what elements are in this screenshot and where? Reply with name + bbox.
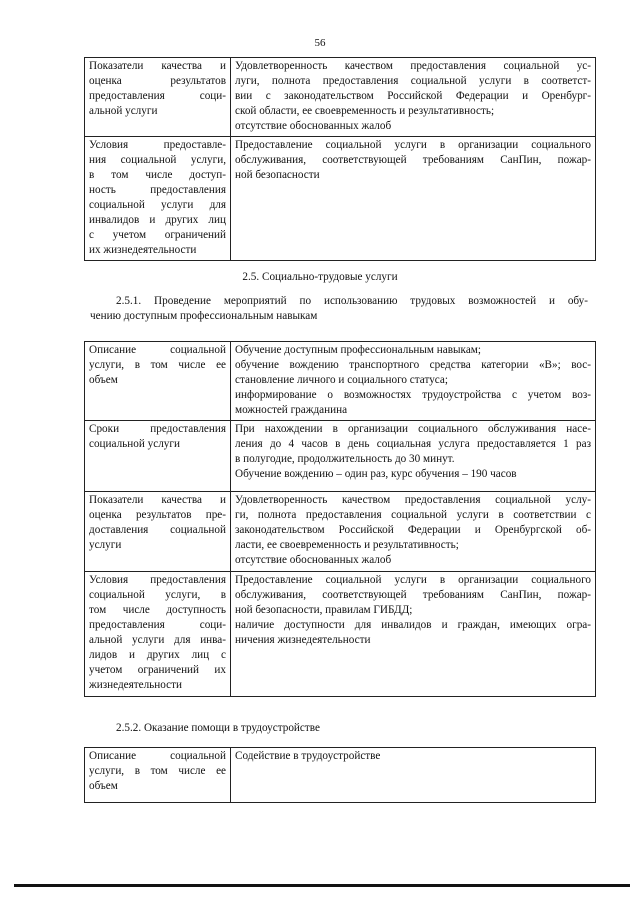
cell-line: обслуживания, соответствующей требованиям СанПин, пожар-: [235, 154, 591, 166]
services-table-2-5-2: [84, 747, 596, 803]
table-cell-label: [85, 137, 231, 261]
cell-line: Обучение вождению – один раз, курс обучения – 190 часов: [235, 468, 517, 480]
cell-line: Сроки предоставления: [89, 423, 226, 435]
cell-line: ласти, ее своевременность и результативность;: [235, 539, 459, 551]
cell-line: отсутствие обоснованных жалоб: [235, 120, 392, 132]
cell-line: услуги, в том числе ее: [89, 765, 226, 777]
cell-line: Удовлетворенность качеством предоставления социальной ус-: [235, 60, 591, 72]
cell-line: с учетом ограничений: [89, 229, 226, 241]
table-row: [85, 342, 596, 421]
cell-line: становление личного и социального статуса;: [235, 374, 448, 386]
cell-line: информирование о возможностях трудоустройства с учетом воз-: [235, 389, 591, 401]
cell-line: ния социальной услуги,: [89, 154, 226, 166]
cell-line: Условия предоставле-: [89, 139, 226, 151]
cell-line: При нахождении в организации социального обслуживания насе-: [235, 423, 591, 435]
section-heading: 2.5. Социально-трудовые услуги: [242, 271, 398, 283]
bottom-rule: [14, 884, 630, 887]
cell-line: альной услуги: [89, 105, 158, 117]
cell-line: ной безопасности: [235, 169, 320, 181]
cell-line: лидов и других лиц с: [89, 649, 226, 661]
cell-line: Описание социальной: [89, 750, 226, 762]
cell-line: Показатели качества и: [89, 494, 226, 506]
table-cell-label: [85, 492, 231, 572]
table-cell-label: [85, 58, 231, 137]
cell-line: ной безопасности, правилам ГИБДД;: [235, 604, 413, 616]
cell-line: социальной услуги: [89, 438, 180, 450]
cell-line: услуги, в том числе ее: [89, 359, 226, 371]
cell-line: обучение вождению транспортного средства категории «В»; вос-: [235, 359, 591, 371]
table-cell-value: [231, 137, 596, 261]
table-cell-value: [231, 748, 596, 803]
cell-line: жизнедеятельности: [89, 679, 182, 691]
cell-line: объем: [89, 374, 118, 386]
cell-line: в полугодие, продолжительность до 30 минут.: [235, 453, 455, 465]
cell-line: Предоставление социальной услуги в организации социального: [235, 139, 591, 151]
cell-line: отсутствие обоснованных жалоб: [235, 554, 392, 566]
paragraph-line: чению доступным профессиональным навыкам: [90, 310, 318, 322]
table-cell-value: [231, 492, 596, 572]
table-cell-label: [85, 421, 231, 492]
cell-line: можностей гражданина: [235, 404, 348, 416]
cell-line: в том числе доступ-: [89, 169, 226, 181]
cell-line: ничения жизнедеятельности: [235, 634, 371, 646]
cell-line: инвалидов и других лиц: [89, 214, 226, 226]
table-row: [85, 421, 596, 492]
table-cell-value: [231, 342, 596, 421]
cell-line: социальной услуги для: [89, 199, 226, 211]
table-cell-label: [85, 342, 231, 421]
cell-line: законодательством Российской Федерации и Оренбургской об-: [235, 524, 591, 536]
cell-line: ской области, ее своевременность и результативность;: [235, 105, 495, 117]
table-cell-label: [85, 748, 231, 803]
table-row: [85, 748, 596, 803]
cell-line: ления до 4 часов в день социальная услуга предоставляется 1 раз: [235, 438, 591, 450]
table-row: [85, 137, 596, 261]
cell-line: ги, полнота предоставления социальной услуги в соответствии с: [235, 509, 591, 521]
cell-line: наличие доступности для инвалидов и граждан, имеющих огра-: [235, 619, 591, 631]
page-number: 56: [314, 37, 326, 49]
cell-line: Описание социальной: [89, 344, 226, 356]
table-cell-value: [231, 572, 596, 697]
cell-line: вии с законодательством Российской Федерации и Оренбург-: [235, 90, 591, 102]
cell-line: оценка результатов: [89, 75, 226, 87]
cell-line: том числе доступность: [89, 604, 226, 616]
table-cell-value: [231, 421, 596, 492]
cell-line: доставления социальной: [89, 524, 226, 536]
table-cell-value: [231, 58, 596, 137]
services-table-2-5-1: [84, 341, 596, 697]
subsection-2-5-1: [90, 294, 588, 324]
cell-line: ность предоставления: [89, 184, 226, 196]
cell-line: социальной услуги, в: [89, 589, 226, 601]
cell-line: обслуживания, соответствующей требованиям СанПин, пожар-: [235, 589, 591, 601]
table-row: [85, 492, 596, 572]
table-row: [85, 58, 596, 137]
cell-line: объем: [89, 780, 118, 792]
cell-line: услуги: [89, 539, 122, 551]
table-row: [85, 572, 596, 697]
cell-line: их жизнедеятельности: [89, 244, 197, 256]
cell-line: оценка результатов пре-: [89, 509, 226, 521]
cell-line: альной услуги для инва-: [89, 634, 226, 646]
table-cell-label: [85, 572, 231, 697]
paragraph-line: 2.5.1. Проведение мероприятий по использованию трудовых возможностей и обу-: [116, 295, 588, 307]
cell-line: Предоставление социальной услуги в организации социального: [235, 574, 591, 586]
cell-line: учетом ограничений их: [89, 664, 226, 676]
cell-line: луги, полнота предоставления социальной услуги в соответст-: [235, 75, 591, 87]
cell-line: Условия предоставления: [89, 574, 226, 586]
subsection-2-5-2: 2.5.2. Оказание помощи в трудоустройстве: [116, 722, 320, 734]
cell-line: Содействие в трудоустройстве: [235, 750, 381, 762]
cell-line: предоставления соци-: [89, 90, 226, 102]
cell-line: предоставления соци-: [89, 619, 226, 631]
cell-line: Обучение доступным профессиональным навыкам;: [235, 344, 481, 356]
cell-line: Удовлетворенность качеством предоставления социальной услу-: [235, 494, 591, 506]
cell-line: Показатели качества и: [89, 60, 226, 72]
services-table-continued: [84, 57, 596, 261]
